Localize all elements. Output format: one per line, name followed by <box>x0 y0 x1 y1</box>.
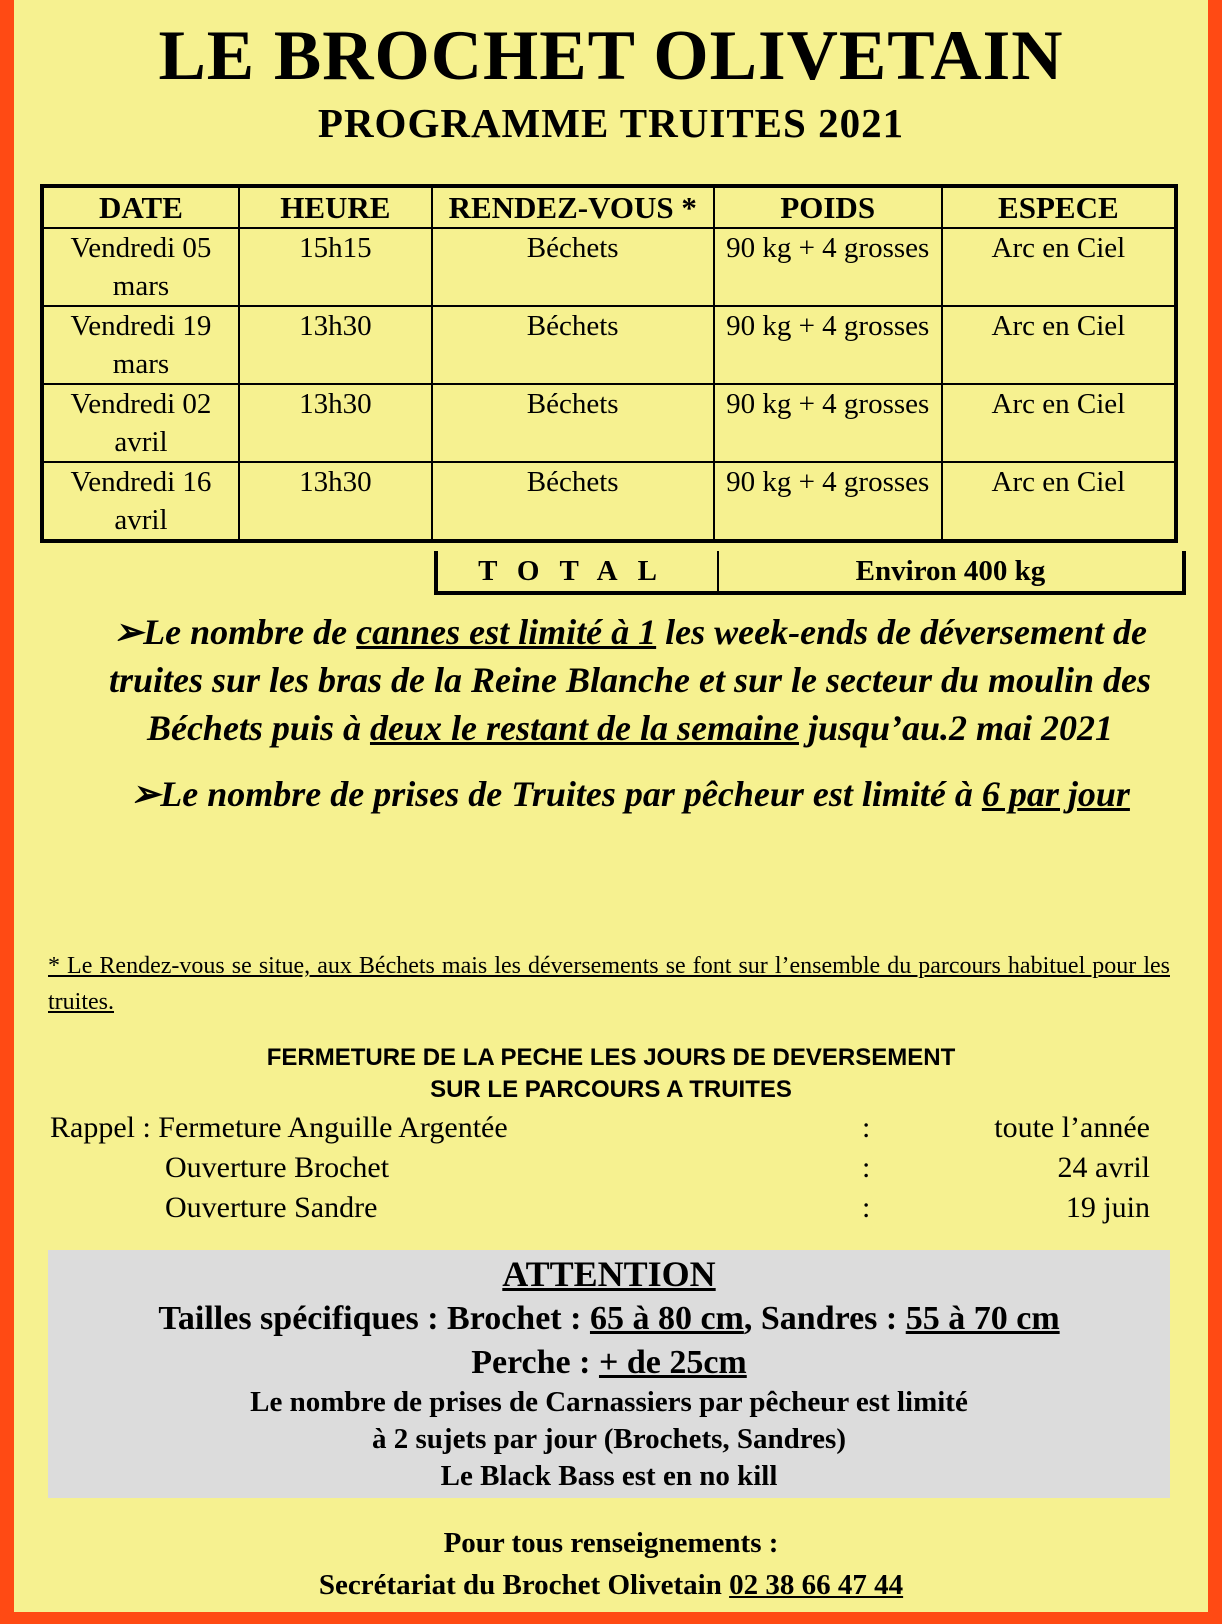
cell-espece: Arc en Ciel <box>942 228 1176 306</box>
total-value: Environ 400 kg <box>855 555 1046 587</box>
cell-poids: 90 kg + 4 grosses <box>714 306 942 384</box>
cell-poids: 90 kg + 4 grosses <box>714 384 942 462</box>
column-header-date: DATE <box>42 186 239 228</box>
attention-box <box>48 1250 1170 1498</box>
list-item: Rappel : Fermeture Anguille Argentée : toute l’année <box>50 1111 1150 1144</box>
rules-block <box>80 608 1180 818</box>
arrow-bullet-icon: ➢ <box>113 612 144 652</box>
page-subtitle: PROGRAMME TRUITES 2021 <box>317 100 905 146</box>
cell-heure: 13h30 <box>239 462 432 541</box>
column-header-heure: HEURE <box>239 186 432 228</box>
cell-espece: Arc en Ciel <box>942 384 1176 462</box>
cell-poids: 90 kg + 4 grosses <box>714 228 942 306</box>
table-row <box>42 228 1176 306</box>
cell-espece: Arc en Ciel <box>942 462 1176 541</box>
cell-rdv: Béchets <box>432 384 714 462</box>
contact-heading: Pour tous renseignements : <box>443 1527 779 1559</box>
cell-heure: 13h30 <box>239 306 432 384</box>
table-row <box>42 462 1176 541</box>
page-title: LE BROCHET OLIVETAIN <box>158 17 1064 95</box>
total-row <box>434 551 1186 595</box>
rappel-list <box>50 1108 1150 1228</box>
perche-line: Perche : + de 25cm <box>471 1344 747 1381</box>
cell-rdv: Béchets <box>432 228 714 306</box>
cell-poids: 90 kg + 4 grosses <box>714 462 942 541</box>
fermeture-heading: FERMETURE DE LA PECHE LES JOURS DE DEVERSEMENT SUR LE PARCOURS A TRUITES <box>266 1044 956 1103</box>
cell-heure: 15h15 <box>239 228 432 306</box>
cell-date: Vendredi 19 mars <box>42 306 239 384</box>
list-item: Ouverture Sandre : 19 juin <box>165 1191 1150 1224</box>
cell-date: Vendredi 16 avril <box>42 462 239 541</box>
column-header-espece: ESPECE <box>942 186 1176 228</box>
table-row <box>42 384 1176 462</box>
tailles-line: Tailles spécifiques : Brochet : 65 à 80 cm, Sandres : 55 à 70 cm <box>158 1300 1060 1337</box>
total-label: TOTAL <box>438 551 719 591</box>
phone-number[interactable]: 02 38 66 47 44 <box>729 1569 904 1601</box>
carnassiers-line: Le nombre de prises de Carnassiers par pêcheur est limité <box>250 1386 968 1418</box>
contact-block <box>0 1522 1222 1606</box>
rule-cannes: ➢Le nombre de cannes est limité à 1 les week-ends de déversement de truites sur les bras de la Reine Blanche et sur le secteur du moulin des Béchets puis à deux le restant de la semaine jusqu’au.2 mai 2021 <box>108 612 1152 748</box>
cell-rdv: Béchets <box>432 306 714 384</box>
arrow-bullet-icon: ➢ <box>130 774 161 814</box>
cell-date: Vendredi 02 avril <box>42 384 239 462</box>
contact-line: Secrétariat du Brochet Olivetain 02 38 66 47 44 <box>318 1569 904 1601</box>
cell-rdv: Béchets <box>432 462 714 541</box>
list-item: Ouverture Brochet : 24 avril <box>165 1151 1150 1184</box>
rule-prises: ➢Le nombre de prises de Truites par pêcheur est limité à 6 par jour <box>130 774 1130 814</box>
column-header-rdv: RENDEZ-VOUS * <box>432 186 714 228</box>
black-bass-line: Le Black Bass est en no kill <box>440 1460 778 1492</box>
programme-table <box>40 184 1178 543</box>
cell-espece: Arc en Ciel <box>942 306 1176 384</box>
column-header-poids: POIDS <box>714 186 942 228</box>
table-row <box>42 306 1176 384</box>
attention-heading: ATTENTION <box>502 1254 716 1294</box>
sujets-line: à 2 sujets par jour (Brochets, Sandres) <box>372 1423 846 1455</box>
cell-date: Vendredi 05 mars <box>42 228 239 306</box>
table-header-row <box>42 186 1176 228</box>
cell-heure: 13h30 <box>239 384 432 462</box>
footnote: * Le Rendez-vous se situe, aux Béchets mais les déversements se font sur l’ensemble du parcours habituel pour les truites. <box>48 953 1170 1015</box>
